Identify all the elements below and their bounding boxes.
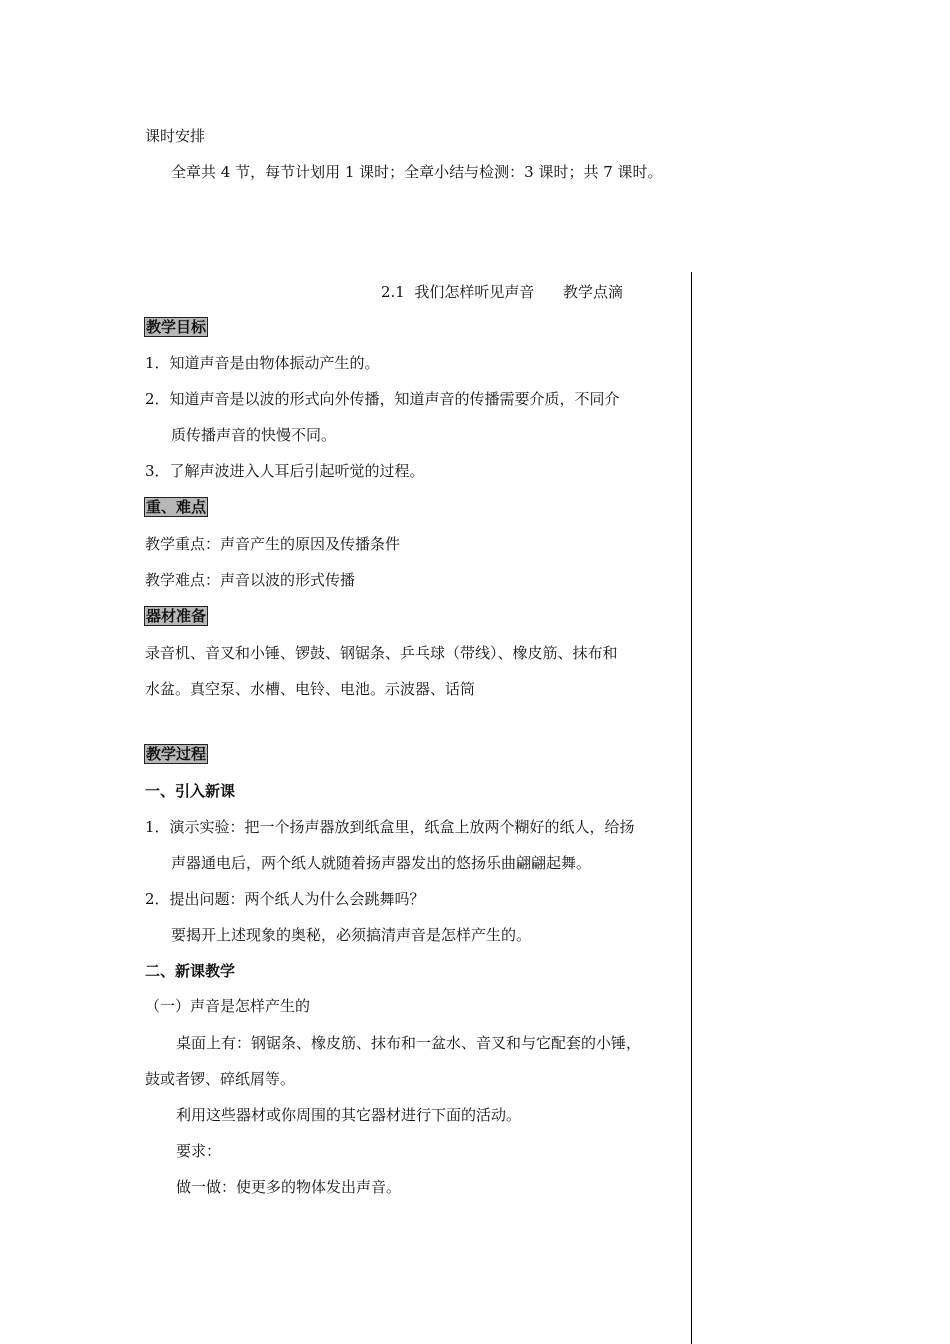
desk-line-2: 鼓或者锣、碎纸屑等。	[145, 1070, 296, 1088]
goal-item-3: 3．了解声波进入人耳后引起听觉的过程。	[145, 462, 425, 480]
lesson-title: 2.1 我们怎样听见声音 教学点滴	[381, 283, 624, 301]
intro-item-2-follow: 要揭开上述现象的奥秘，必须搞清声音是怎样产生的。	[171, 926, 532, 944]
schedule-text: 全章共 4 节，每节计划用 1 课时；全章小结与检测：3 课时；共 7 课时。	[171, 163, 663, 181]
goal-item-2-cont: 质传播声音的快慢不同。	[171, 426, 337, 444]
equipment-line-1: 录音机、音叉和小锤、锣鼓、钢锯条、乒乓球（带线）、橡皮筋、抹布和	[145, 644, 618, 662]
requirement-label: 要求：	[176, 1142, 222, 1160]
do-text: 做一做：使更多的物体发出声音。	[176, 1178, 402, 1196]
key-focus: 教学重点：声音产生的原因及传播条件	[145, 535, 401, 553]
intro-heading: 一、引入新课	[145, 782, 236, 800]
goal-item-1: 1．知道声音是由物体振动产生的。	[145, 354, 380, 372]
keypoints-heading: 重、难点	[146, 498, 207, 516]
vertical-rule	[691, 272, 692, 1344]
use-text: 利用这些器材或你周围的其它器材进行下面的活动。	[176, 1106, 522, 1124]
goal-item-2: 2．知道声音是以波的形式向外传播，知道声音的传播需要介质，不同介	[145, 390, 620, 408]
intro-item-1-cont: 声器通电后，两个纸人就随着扬声器发出的悠扬乐曲翩翩起舞。	[171, 854, 592, 872]
new-lesson-heading: 二、新课教学	[145, 962, 236, 980]
key-difficulty: 教学难点：声音以波的形式传播	[145, 571, 356, 589]
equipment-line-2: 水盆。真空泵、水槽、电铃、电池。示波器、话筒	[145, 680, 476, 698]
goals-heading: 教学目标	[146, 318, 207, 336]
subsection-1: （一）声音是怎样产生的	[145, 997, 311, 1015]
intro-item-1: 1．演示实验：把一个扬声器放到纸盒里，纸盒上放两个糊好的纸人，给扬	[145, 818, 635, 836]
process-heading: 教学过程	[146, 745, 207, 763]
intro-item-2: 2．提出问题：两个纸人为什么会跳舞吗？	[145, 890, 425, 908]
equipment-heading: 器材准备	[146, 607, 207, 625]
desk-line-1: 桌面上有：钢锯条、橡皮筋、抹布和一盆水、音叉和与它配套的小锤，	[176, 1034, 642, 1052]
schedule-heading: 课时安排	[145, 127, 206, 145]
